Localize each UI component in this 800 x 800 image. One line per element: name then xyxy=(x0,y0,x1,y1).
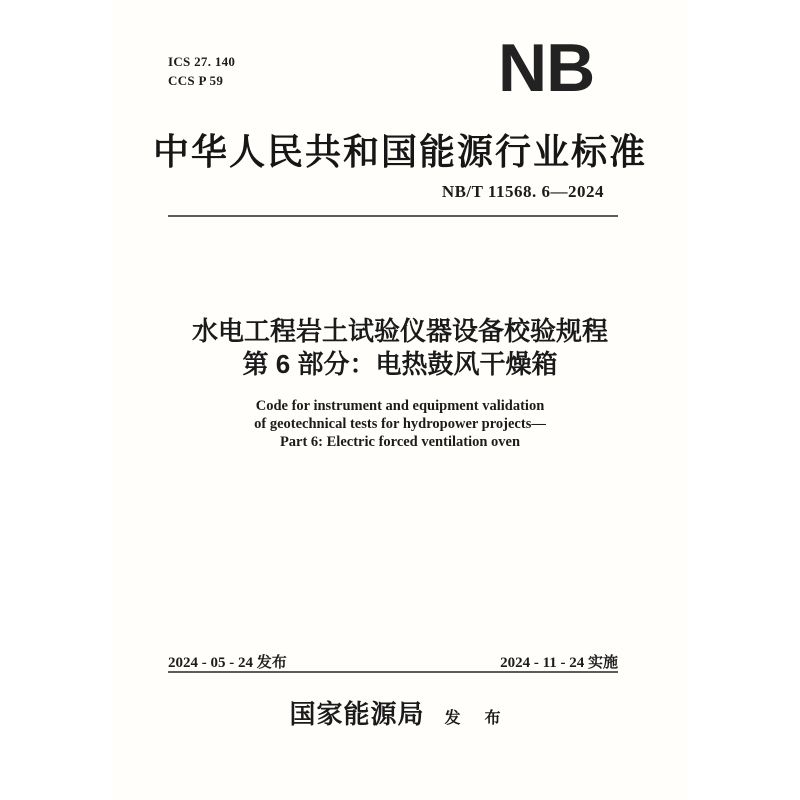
title-zh-line2: 第 6 部分：电热鼓风干燥箱 xyxy=(242,349,558,379)
issue-verb-label: 发 布 xyxy=(444,710,511,727)
standard-type-title: 中华人民共和国能源行业标准 xyxy=(152,132,647,172)
classification-codes xyxy=(168,52,235,90)
ics-code: ICS 27. 140 xyxy=(168,54,236,69)
title-en-line1: Code for instrument and equipment validation xyxy=(255,398,545,414)
standard-number: NB/T 11568. 6—2024 xyxy=(441,182,604,201)
header-divider-line xyxy=(168,215,618,217)
footer-divider-line xyxy=(168,671,618,673)
title-en-line3: Part 6: Electric forced ventilation oven xyxy=(279,434,521,450)
issue-date: 2024 - 05 - 24 发布 xyxy=(168,655,287,671)
issuer-row xyxy=(0,694,800,731)
nb-logo: NB xyxy=(498,30,595,106)
title-en-line2: of geotechnical tests for hydropower projects— xyxy=(254,416,546,432)
document-title-chinese xyxy=(0,315,800,381)
document-title-english xyxy=(0,397,800,451)
issuing-authority: 国家能源局 xyxy=(289,700,425,729)
title-zh-line1: 水电工程岩土试验仪器设备校验规程 xyxy=(191,316,608,346)
implementation-date: 2024 - 11 - 24 实施 xyxy=(500,655,618,671)
ccs-code: CCS P 59 xyxy=(168,73,224,88)
